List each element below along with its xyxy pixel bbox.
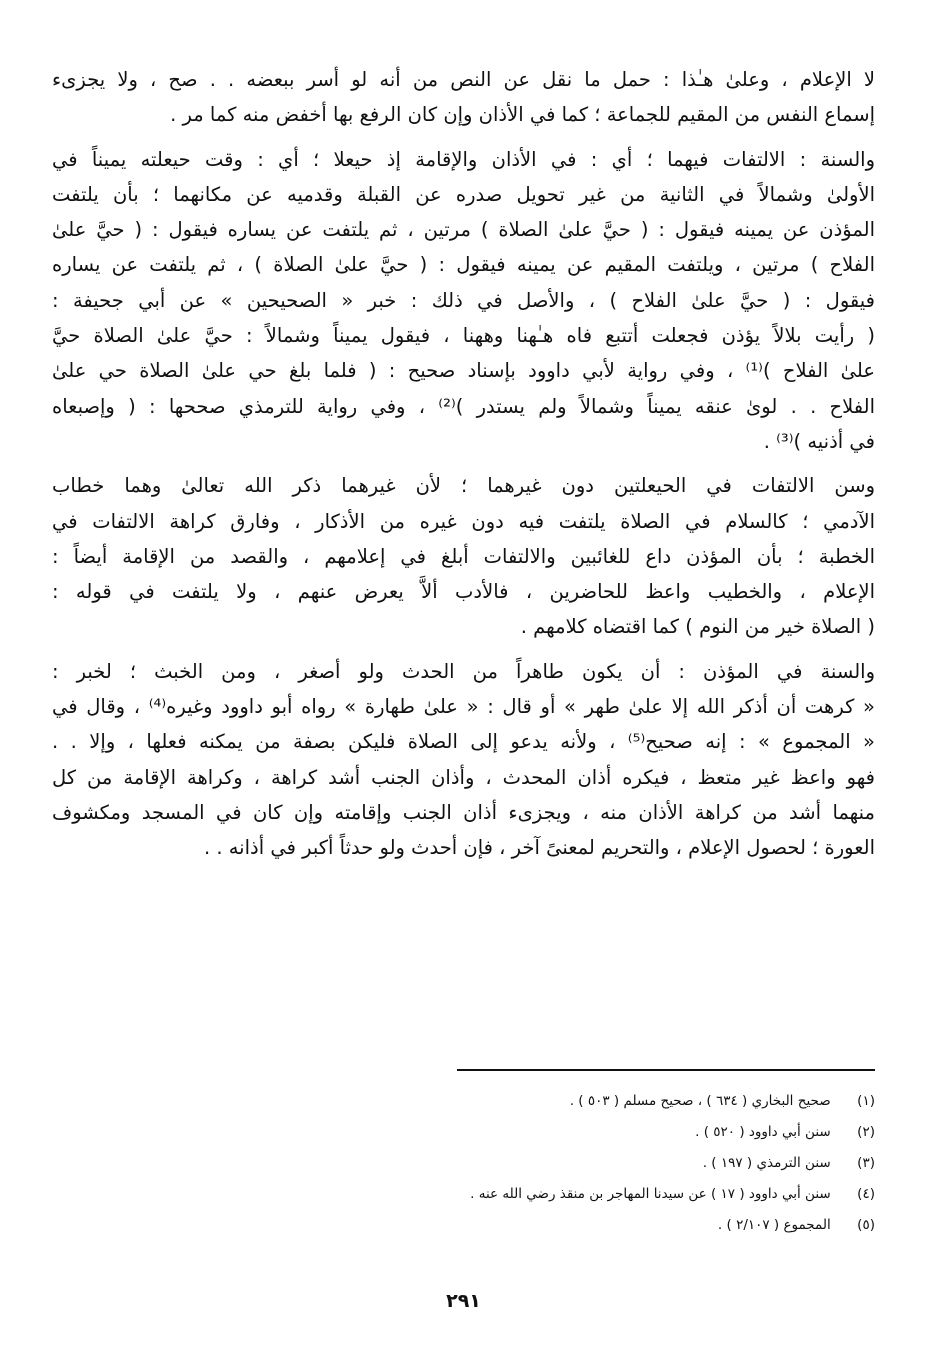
footnote-text: سنن أبي داوود ( ٥٢٠ ) . xyxy=(695,1124,831,1140)
footnote-number: (٤) xyxy=(857,1186,875,1202)
text-line: إسماع النفس من المقيم للجماعة ؛ كما في الأذان وإن كان الرفع بها أخفض منه كما مر . xyxy=(170,103,875,127)
page-number: ٢٩١ xyxy=(446,1290,481,1312)
footnote-4 xyxy=(275,1179,875,1210)
text-line: « المجموع » : إنه صحيح⁽⁵⁾ ، ولأنه يدعو إلى الصلاة فليكن بصفة من يمكنه فعلها ، وإلا . . xyxy=(52,730,875,754)
footnotes xyxy=(275,1086,875,1241)
text-line: الإعلام ، والخطيب واعظ للحاضرين ، فالأدب ألاَّ يعرض عنهم ، ولا يلتفت في قوله : xyxy=(52,580,875,604)
text-line: المؤذن عن يمينه فيقول : ( حيَّ علىٰ الصلاة ) مرتين ، ثم يلتفت عن يساره فيقول : ( حيَّ علىٰ xyxy=(52,218,875,242)
main-text xyxy=(52,62,875,875)
text-line: لا الإعلام ، وعلىٰ هـٰذا : حمل ما نقل عن النص من أنه لو أسر ببعضه . . صح ، ولا يجزىء xyxy=(52,68,875,91)
text-line: الخطبة ؛ بأن المؤذن داع للغائبين والالتفات أبلغ في إعلامهم ، والقصد من الإقامة أيضاً : xyxy=(52,544,875,568)
text-line: فهو واعظ غير متعظ ، فيكره أذان المحدث ، وأذان الجنب أشد كراهة ، وكراهة الإقامة من كل xyxy=(52,765,875,789)
footnote-number: (٥) xyxy=(857,1217,875,1233)
footnote-separator xyxy=(457,1069,875,1071)
paragraph-2 xyxy=(52,142,875,460)
footnote-number: (٣) xyxy=(857,1155,875,1171)
text-line: وسن الالتفات في الحيعلتين دون غيرهما ؛ لأن غيرهما ذكر الله تعالىٰ وهما خطاب xyxy=(52,474,875,498)
text-line: منهما أشد من كراهة الأذان منه ، ويجزىء أذان الجنب وإقامته وإن كان في المسجد ومكشوف xyxy=(52,800,875,824)
text-line: علىٰ الفلاح )⁽¹⁾ ، وفي رواية لأبي داوود بإسناد صحيح : ( فلما بلغ حي علىٰ الصلاة حي علىٰ xyxy=(52,359,875,383)
text-line: الأولىٰ وشمالاً في الثانية من غير تحويل صدره عن القبلة وقدميه عن مكانهما ؛ بأن يلتفت xyxy=(52,182,875,206)
text-line: ( رأيت بلالاً يؤذن فجعلت أتتبع فاه هـٰهنا وههنا ، فيقول يميناً وشمالاً : حيَّ علىٰ الصلاة حيَّ xyxy=(52,324,875,348)
paragraph-3 xyxy=(52,468,875,644)
text-line: ( الصلاة خير من النوم ) كما اقتضاه كلامهم . xyxy=(520,615,875,639)
footnote-3 xyxy=(275,1148,875,1179)
text-line: « كرهت أن أذكر الله إلا علىٰ طهر » أو قال : « علىٰ طهارة » رواه أبو داوود وغيره⁽⁴⁾ ، وقال في xyxy=(52,695,875,719)
text-line: فيقول : ( حيَّ علىٰ الفلاح ) ، والأصل في ذلك : خبر « الصحيحين » عن أبي جحيفة : xyxy=(52,288,875,312)
text-line: الآدمي ؛ كالسلام في الصلاة يلتفت فيه دون غيره من الأذكار ، وفارق كراهة الالتفات في xyxy=(52,509,875,533)
footnote-text: المجموع ( ٢/١٠٧ ) . xyxy=(717,1217,831,1233)
paragraph-1 xyxy=(52,62,875,133)
text-line: والسنة : الالتفات فيهما ؛ أي : في الأذان والإقامة إذ حيعلا ؛ أي : وقت حيعلته يميناً في xyxy=(52,147,875,171)
text-line: في أذنيه )⁽³⁾ . xyxy=(763,429,875,453)
paragraph-4 xyxy=(52,654,875,866)
footnote-number: (١) xyxy=(857,1093,875,1109)
footnote-2 xyxy=(275,1117,875,1148)
text-line: الفلاح ) مرتين ، ويلتفت المقيم عن يمينه فيقول : ( حيَّ علىٰ الصلاة ) ، ثم يلتفت عن يساره xyxy=(52,253,875,277)
text-line: العورة ؛ لحصول الإعلام ، والتحريم لمعنىً آخر ، فإن أحدث ولو حدثاً أكبر في أذانه . . xyxy=(203,836,875,860)
footnote-5 xyxy=(275,1210,875,1241)
footnote-text: صحيح البخاري ( ٦٣٤ ) ، صحيح مسلم ( ٥٠٣ ) . xyxy=(569,1093,831,1109)
footnote-1 xyxy=(275,1086,875,1117)
footnote-number: (٢) xyxy=(857,1124,875,1140)
text-line: الفلاح . . لوىٰ عنقه يميناً وشمالاً ولم يستدر )⁽²⁾ ، وفي رواية للترمذي صححها : ( وإصبعاه xyxy=(52,394,875,418)
footnote-text: سنن الترمذي ( ١٩٧ ) . xyxy=(702,1155,831,1171)
text-line: والسنة في المؤذن : أن يكون طاهراً من الحدث ولو أصغر ، ومن الخبث ؛ لخبر : xyxy=(52,659,875,683)
footnote-text: سنن أبي داوود ( ١٧ ) عن سيدنا المهاجر بن منقذ رضي الله عنه . xyxy=(470,1186,831,1202)
